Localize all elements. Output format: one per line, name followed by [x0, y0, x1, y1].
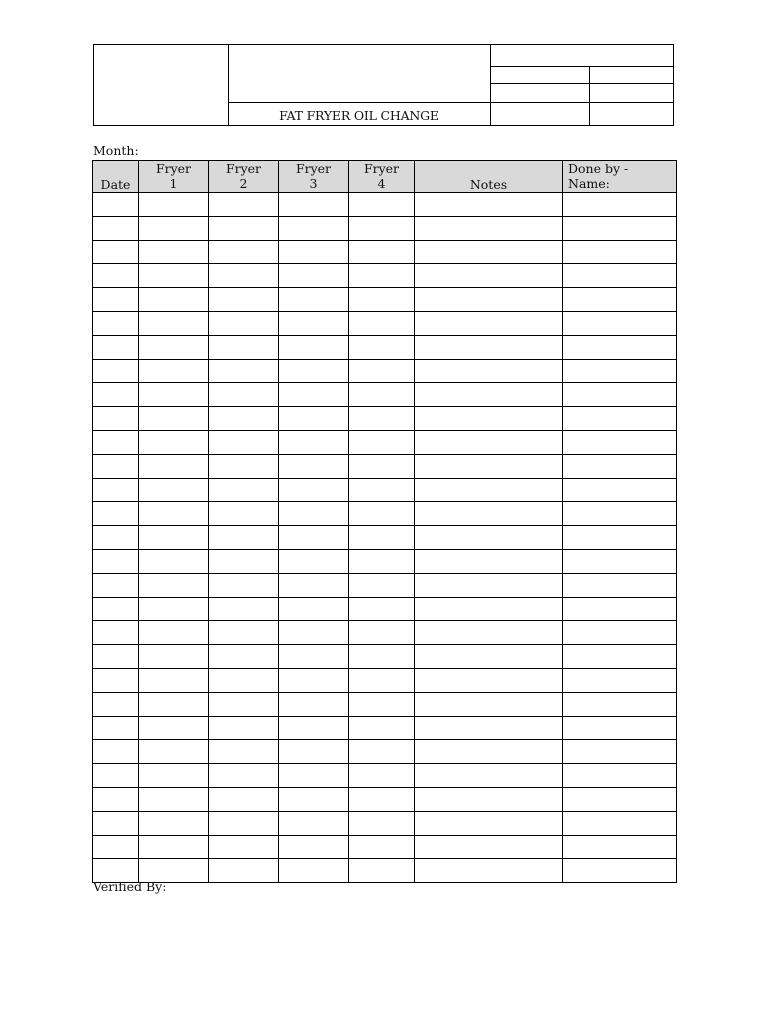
fryer-3-cell[interactable]: [279, 597, 349, 621]
done-by-cell[interactable]: [563, 240, 677, 264]
fryer-2-cell[interactable]: [209, 692, 279, 716]
done-by-cell[interactable]: [563, 835, 677, 859]
fryer-1-cell[interactable]: [139, 407, 209, 431]
fryer-4-cell[interactable]: [349, 359, 415, 383]
done-by-cell[interactable]: [563, 335, 677, 359]
fryer-1-cell[interactable]: [139, 454, 209, 478]
fryer-3-cell[interactable]: [279, 502, 349, 526]
notes-cell[interactable]: [415, 668, 563, 692]
fryer-2-cell[interactable]: [209, 359, 279, 383]
fryer-1-cell[interactable]: [139, 526, 209, 550]
fryer-1-cell[interactable]: [139, 311, 209, 335]
notes-cell[interactable]: [415, 264, 563, 288]
fryer-4-cell[interactable]: [349, 407, 415, 431]
header-done-by-line1: Done by -: [568, 161, 629, 176]
fryer-2-cell[interactable]: [209, 645, 279, 669]
notes-cell[interactable]: [415, 311, 563, 335]
fryer-2-cell[interactable]: [209, 240, 279, 264]
notes-cell[interactable]: [415, 383, 563, 407]
fryer-3-cell[interactable]: [279, 573, 349, 597]
header-date: Date: [93, 161, 139, 193]
fryer-1-cell[interactable]: [139, 383, 209, 407]
table-row: [93, 692, 677, 716]
fryer-2-cell[interactable]: [209, 216, 279, 240]
date-cell[interactable]: [93, 454, 139, 478]
fryer-2-cell[interactable]: [209, 787, 279, 811]
date-cell[interactable]: [93, 430, 139, 454]
date-cell[interactable]: [93, 692, 139, 716]
table-row: [93, 668, 677, 692]
table-row: [93, 359, 677, 383]
date-cell[interactable]: [93, 407, 139, 431]
fryer-3-cell[interactable]: [279, 430, 349, 454]
fryer-2-cell[interactable]: [209, 835, 279, 859]
table-row: [93, 311, 677, 335]
notes-cell[interactable]: [415, 573, 563, 597]
fryer-4-cell[interactable]: [349, 787, 415, 811]
fryer-4-cell[interactable]: [349, 335, 415, 359]
fryer-1-cell[interactable]: [139, 597, 209, 621]
table-body: [93, 193, 677, 883]
done-by-cell[interactable]: [563, 502, 677, 526]
notes-cell[interactable]: [415, 240, 563, 264]
header-fryer-4-line2: 4: [377, 176, 386, 191]
fryer-3-cell[interactable]: [279, 383, 349, 407]
fryer-3-cell[interactable]: [279, 716, 349, 740]
fryer-2-cell[interactable]: [209, 311, 279, 335]
fryer-1-cell[interactable]: [139, 359, 209, 383]
fryer-3-cell[interactable]: [279, 526, 349, 550]
fryer-2-cell[interactable]: [209, 502, 279, 526]
table-row: [93, 597, 677, 621]
fryer-3-cell[interactable]: [279, 811, 349, 835]
date-cell[interactable]: [93, 264, 139, 288]
fryer-4-cell[interactable]: [349, 835, 415, 859]
fryer-4-cell[interactable]: [349, 264, 415, 288]
fryer-1-cell[interactable]: [139, 288, 209, 312]
fryer-4-cell[interactable]: [349, 668, 415, 692]
date-cell[interactable]: [93, 621, 139, 645]
date-cell[interactable]: [93, 383, 139, 407]
fryer-3-cell[interactable]: [279, 454, 349, 478]
table-row: [93, 288, 677, 312]
done-by-cell[interactable]: [563, 216, 677, 240]
fryer-2-cell[interactable]: [209, 478, 279, 502]
fryer-1-cell[interactable]: [139, 264, 209, 288]
fryer-4-cell[interactable]: [349, 288, 415, 312]
date-cell[interactable]: [93, 811, 139, 835]
notes-cell[interactable]: [415, 407, 563, 431]
fryer-2-cell[interactable]: [209, 716, 279, 740]
notes-cell[interactable]: [415, 597, 563, 621]
month-label: Month:: [93, 143, 139, 158]
fryer-4-cell[interactable]: [349, 692, 415, 716]
notes-cell[interactable]: [415, 716, 563, 740]
fryer-1-cell[interactable]: [139, 549, 209, 573]
fryer-4-cell[interactable]: [349, 240, 415, 264]
date-cell[interactable]: [93, 288, 139, 312]
fryer-3-cell[interactable]: [279, 787, 349, 811]
fryer-4-cell[interactable]: [349, 811, 415, 835]
fryer-4-cell[interactable]: [349, 478, 415, 502]
done-by-cell[interactable]: [563, 740, 677, 764]
done-by-cell[interactable]: [563, 454, 677, 478]
header-fryer-2-line2: 2: [239, 176, 248, 191]
document-title: FAT FRYER OIL CHANGE: [279, 108, 439, 123]
fryer-4-cell[interactable]: [349, 549, 415, 573]
fryer-4-cell[interactable]: [349, 764, 415, 788]
table-row: [93, 740, 677, 764]
header-fryer-1-line2: 1: [169, 176, 178, 191]
fryer-2-cell[interactable]: [209, 859, 279, 883]
header-title-rule: [228, 102, 490, 103]
done-by-cell[interactable]: [563, 573, 677, 597]
done-by-cell[interactable]: [563, 193, 677, 217]
notes-cell[interactable]: [415, 526, 563, 550]
done-by-cell[interactable]: [563, 359, 677, 383]
fryer-2-cell[interactable]: [209, 668, 279, 692]
fryer-1-cell[interactable]: [139, 502, 209, 526]
table-row: [93, 645, 677, 669]
done-by-cell[interactable]: [563, 668, 677, 692]
table-row: [93, 526, 677, 550]
fryer-3-cell[interactable]: [279, 264, 349, 288]
table-row: [93, 764, 677, 788]
table-row: [93, 621, 677, 645]
fryer-1-cell[interactable]: [139, 478, 209, 502]
notes-cell[interactable]: [415, 502, 563, 526]
done-by-cell[interactable]: [563, 478, 677, 502]
fryer-2-cell[interactable]: [209, 454, 279, 478]
fryer-4-cell[interactable]: [349, 383, 415, 407]
fryer-3-cell[interactable]: [279, 193, 349, 217]
date-cell[interactable]: [93, 764, 139, 788]
notes-cell[interactable]: [415, 478, 563, 502]
date-cell[interactable]: [93, 193, 139, 217]
table-row: [93, 502, 677, 526]
notes-cell[interactable]: [415, 859, 563, 883]
notes-cell[interactable]: [415, 216, 563, 240]
fryer-3-cell[interactable]: [279, 478, 349, 502]
fryer-2-cell[interactable]: [209, 549, 279, 573]
done-by-cell[interactable]: [563, 288, 677, 312]
date-cell[interactable]: [93, 240, 139, 264]
table-row: [93, 383, 677, 407]
notes-cell[interactable]: [415, 764, 563, 788]
done-by-cell[interactable]: [563, 859, 677, 883]
done-by-cell[interactable]: [563, 264, 677, 288]
fryer-4-cell[interactable]: [349, 573, 415, 597]
fryer-3-cell[interactable]: [279, 621, 349, 645]
header-fryer-3: [279, 161, 349, 193]
date-cell[interactable]: [93, 478, 139, 502]
done-by-cell[interactable]: [563, 692, 677, 716]
date-cell[interactable]: [93, 335, 139, 359]
fryer-1-cell[interactable]: [139, 621, 209, 645]
fryer-2-cell[interactable]: [209, 264, 279, 288]
fryer-2-cell[interactable]: [209, 193, 279, 217]
table-row: [93, 787, 677, 811]
header-notes: Notes: [415, 161, 563, 193]
fryer-2-cell[interactable]: [209, 597, 279, 621]
notes-cell[interactable]: [415, 740, 563, 764]
fryer-4-cell[interactable]: [349, 430, 415, 454]
fryer-2-cell[interactable]: [209, 621, 279, 645]
header-fryer-1-line1: Fryer: [155, 161, 192, 176]
notes-cell[interactable]: [415, 288, 563, 312]
fryer-3-cell[interactable]: [279, 288, 349, 312]
done-by-cell[interactable]: [563, 526, 677, 550]
fryer-4-cell[interactable]: [349, 716, 415, 740]
table-row: [93, 407, 677, 431]
date-cell[interactable]: [93, 835, 139, 859]
notes-cell[interactable]: [415, 359, 563, 383]
fryer-3-cell[interactable]: [279, 645, 349, 669]
date-cell[interactable]: [93, 359, 139, 383]
fryer-3-cell[interactable]: [279, 764, 349, 788]
table-row: [93, 216, 677, 240]
table-row: [93, 716, 677, 740]
fryer-1-cell[interactable]: [139, 764, 209, 788]
header-info-rule-3: [490, 102, 674, 103]
done-by-cell[interactable]: [563, 430, 677, 454]
fryer-2-cell[interactable]: [209, 573, 279, 597]
table-row: [93, 264, 677, 288]
header-info-rule-2: [490, 83, 674, 84]
date-cell[interactable]: [93, 716, 139, 740]
date-cell[interactable]: [93, 597, 139, 621]
fryer-3-cell[interactable]: [279, 359, 349, 383]
notes-cell[interactable]: [415, 645, 563, 669]
done-by-cell[interactable]: [563, 811, 677, 835]
fryer-2-cell[interactable]: [209, 288, 279, 312]
done-by-cell[interactable]: [563, 383, 677, 407]
done-by-cell[interactable]: [563, 597, 677, 621]
fryer-3-cell[interactable]: [279, 549, 349, 573]
fryer-4-cell[interactable]: [349, 502, 415, 526]
header-fryer-1: [139, 161, 209, 193]
fryer-4-cell[interactable]: [349, 526, 415, 550]
fryer-1-cell[interactable]: [139, 645, 209, 669]
fryer-4-cell[interactable]: [349, 311, 415, 335]
fryer-3-cell[interactable]: [279, 311, 349, 335]
done-by-cell[interactable]: [563, 787, 677, 811]
fryer-1-cell[interactable]: [139, 335, 209, 359]
fryer-3-cell[interactable]: [279, 859, 349, 883]
fryer-1-cell[interactable]: [139, 573, 209, 597]
table-row: [93, 240, 677, 264]
header-info-rule-1: [490, 66, 674, 67]
date-cell[interactable]: [93, 573, 139, 597]
date-cell[interactable]: [93, 668, 139, 692]
fryer-3-cell[interactable]: [279, 216, 349, 240]
header-fryer-2-line1: Fryer: [225, 161, 262, 176]
fryer-1-cell[interactable]: [139, 811, 209, 835]
fryer-4-cell[interactable]: [349, 645, 415, 669]
notes-cell[interactable]: [415, 193, 563, 217]
header-fryer-3-line2: 3: [309, 176, 318, 191]
fryer-3-cell[interactable]: [279, 335, 349, 359]
date-cell[interactable]: [93, 526, 139, 550]
date-cell[interactable]: [93, 787, 139, 811]
fryer-3-cell[interactable]: [279, 740, 349, 764]
header-fryer-4: [349, 161, 415, 193]
verified-by-label: Verified By:: [93, 879, 167, 894]
table-row: [93, 811, 677, 835]
oil-change-log-table: [92, 160, 677, 883]
fryer-1-cell[interactable]: [139, 740, 209, 764]
fryer-1-cell[interactable]: [139, 787, 209, 811]
done-by-cell[interactable]: [563, 549, 677, 573]
fryer-3-cell[interactable]: [279, 835, 349, 859]
fryer-2-cell[interactable]: [209, 335, 279, 359]
table-row: [93, 335, 677, 359]
notes-cell[interactable]: [415, 692, 563, 716]
header-divider-info: [490, 45, 491, 125]
notes-cell[interactable]: [415, 835, 563, 859]
header-fryer-4-line1: Fryer: [363, 161, 400, 176]
notes-cell[interactable]: [415, 811, 563, 835]
date-cell[interactable]: [93, 311, 139, 335]
notes-cell[interactable]: [415, 621, 563, 645]
fryer-2-cell[interactable]: [209, 407, 279, 431]
fryer-1-cell[interactable]: [139, 835, 209, 859]
date-cell[interactable]: [93, 740, 139, 764]
fryer-2-cell[interactable]: [209, 383, 279, 407]
table-header-row: [93, 161, 677, 193]
table-row: [93, 478, 677, 502]
date-cell[interactable]: [93, 645, 139, 669]
table-row: [93, 549, 677, 573]
fryer-2-cell[interactable]: [209, 740, 279, 764]
done-by-cell[interactable]: [563, 621, 677, 645]
done-by-cell[interactable]: [563, 407, 677, 431]
fryer-4-cell[interactable]: [349, 597, 415, 621]
notes-cell[interactable]: [415, 454, 563, 478]
fryer-3-cell[interactable]: [279, 407, 349, 431]
table-row: [93, 193, 677, 217]
date-cell[interactable]: [93, 549, 139, 573]
fryer-4-cell[interactable]: [349, 621, 415, 645]
done-by-cell[interactable]: [563, 311, 677, 335]
fryer-2-cell[interactable]: [209, 764, 279, 788]
table-row: [93, 430, 677, 454]
fryer-1-cell[interactable]: [139, 716, 209, 740]
done-by-cell[interactable]: [563, 764, 677, 788]
fryer-2-cell[interactable]: [209, 430, 279, 454]
fryer-4-cell[interactable]: [349, 216, 415, 240]
header-info-col-divider: [589, 66, 590, 125]
date-cell[interactable]: [93, 502, 139, 526]
fryer-1-cell[interactable]: [139, 668, 209, 692]
fryer-4-cell[interactable]: [349, 859, 415, 883]
table-row: [93, 573, 677, 597]
fryer-3-cell[interactable]: [279, 240, 349, 264]
notes-cell[interactable]: [415, 335, 563, 359]
done-by-cell[interactable]: [563, 645, 677, 669]
header-fryer-2: [209, 161, 279, 193]
fryer-2-cell[interactable]: [209, 811, 279, 835]
fryer-4-cell[interactable]: [349, 454, 415, 478]
fryer-1-cell[interactable]: [139, 430, 209, 454]
table-row: [93, 454, 677, 478]
fryer-1-cell[interactable]: [139, 193, 209, 217]
notes-cell[interactable]: [415, 549, 563, 573]
header-done-by: [563, 161, 677, 193]
fryer-4-cell[interactable]: [349, 193, 415, 217]
header-fryer-3-line1: Fryer: [295, 161, 332, 176]
date-cell[interactable]: [93, 216, 139, 240]
table-row: [93, 859, 677, 883]
fryer-3-cell[interactable]: [279, 668, 349, 692]
fryer-1-cell[interactable]: [139, 216, 209, 240]
fryer-1-cell[interactable]: [139, 240, 209, 264]
fryer-3-cell[interactable]: [279, 692, 349, 716]
notes-cell[interactable]: [415, 430, 563, 454]
fryer-1-cell[interactable]: [139, 692, 209, 716]
header-done-by-line2: Name:: [568, 176, 610, 191]
notes-cell[interactable]: [415, 787, 563, 811]
done-by-cell[interactable]: [563, 716, 677, 740]
fryer-2-cell[interactable]: [209, 526, 279, 550]
fryer-4-cell[interactable]: [349, 740, 415, 764]
table-row: [93, 835, 677, 859]
